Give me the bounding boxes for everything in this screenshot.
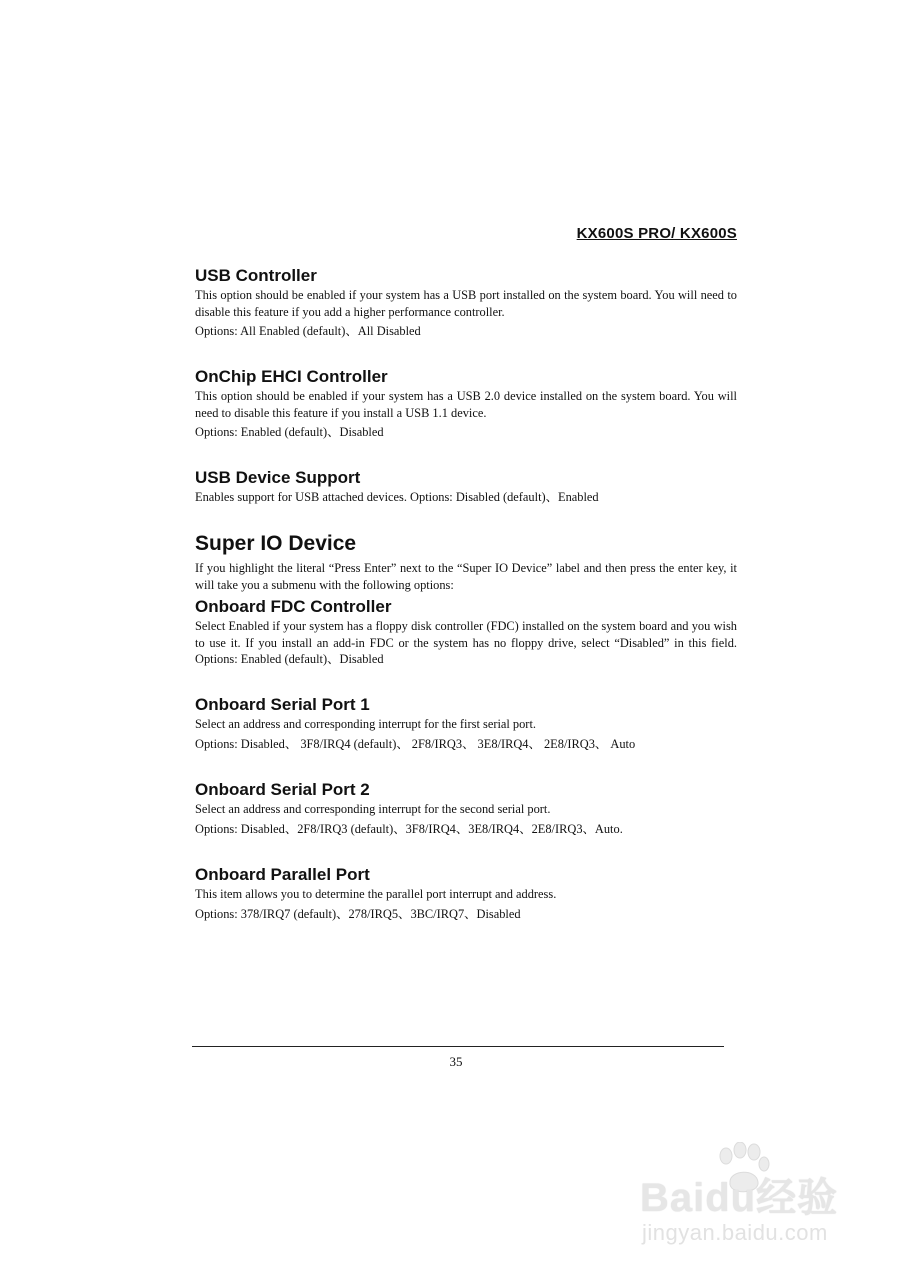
document-model-header: KX600S PRO/ KX600S bbox=[576, 225, 737, 242]
page-number: 35 bbox=[449, 1054, 463, 1069]
section-options: Options: All Enabled (default)、All Disabled bbox=[195, 324, 421, 338]
section-options: Options: Disabled、2F8/IRQ3 (default)、3F8/IRQ4、3E8/IRQ4、2E8/IRQ3、Auto. bbox=[195, 821, 623, 836]
section-options: Options: Disabled、 3F8/IRQ4 (default)、 2F8/IRQ3、 3E8/IRQ4、 2E8/IRQ3、 Auto bbox=[195, 736, 636, 751]
section-title: USB Device Support bbox=[195, 468, 361, 487]
section-body: Select an address and corresponding interrupt for the first serial port. bbox=[195, 717, 536, 731]
section-title: Onboard FDC Controller bbox=[195, 597, 392, 616]
watermark-url: jingyan.baidu.com bbox=[642, 1220, 828, 1245]
section-serial-port-1 bbox=[195, 694, 737, 752]
watermark-brand: Baidu经验 bbox=[640, 1176, 839, 1220]
section-super-io-device bbox=[195, 531, 737, 593]
section-body: If you highlight the literal “Press Enter” next to the “Super IO Device” label and then press the enter key, it will take you a submenu with the following options: bbox=[195, 561, 737, 592]
section-usb-controller bbox=[195, 265, 737, 340]
section-title: Super IO Device bbox=[195, 532, 357, 555]
section-title: Onboard Parallel Port bbox=[195, 865, 370, 884]
section-title: Onboard Serial Port 2 bbox=[195, 780, 370, 799]
section-options: Options: Enabled (default)、Disabled bbox=[195, 425, 384, 439]
section-title: Onboard Serial Port 1 bbox=[195, 695, 370, 714]
footer-divider bbox=[192, 1046, 724, 1047]
section-options: Options: 378/IRQ7 (default)、278/IRQ5、3BC/IRQ7、Disabled bbox=[195, 906, 521, 921]
section-body: Enables support for USB attached devices. Options: Disabled (default)、Enabled bbox=[195, 490, 599, 504]
section-body: This option should be enabled if your system has a USB 2.0 device installed on the system board. You will need to disable this feature if you install a USB 1.1 device. bbox=[195, 389, 737, 420]
section-body: Select Enabled if your system has a floppy disk controller (FDC) installed on the system board and you wish to use it. If you install an add-in FDC or the system has no floppy drive, select “Disabled” in this field. Options: Enabled (default)、Disabled bbox=[195, 619, 737, 666]
section-fdc-controller bbox=[195, 596, 737, 668]
section-body: Select an address and corresponding interrupt for the second serial port. bbox=[195, 802, 551, 816]
section-serial-port-2 bbox=[195, 779, 737, 837]
baidu-watermark bbox=[640, 1140, 850, 1270]
section-title: USB Controller bbox=[195, 266, 317, 285]
section-ehci-controller bbox=[195, 366, 737, 441]
section-usb-device-support bbox=[195, 467, 737, 506]
section-parallel-port bbox=[195, 864, 737, 922]
section-title: OnChip EHCI Controller bbox=[195, 367, 388, 386]
section-body: This item allows you to determine the parallel port interrupt and address. bbox=[195, 887, 557, 901]
section-body: This option should be enabled if your system has a USB port installed on the system board. You will need to disable this feature if you add a higher performance controller. bbox=[195, 288, 737, 319]
